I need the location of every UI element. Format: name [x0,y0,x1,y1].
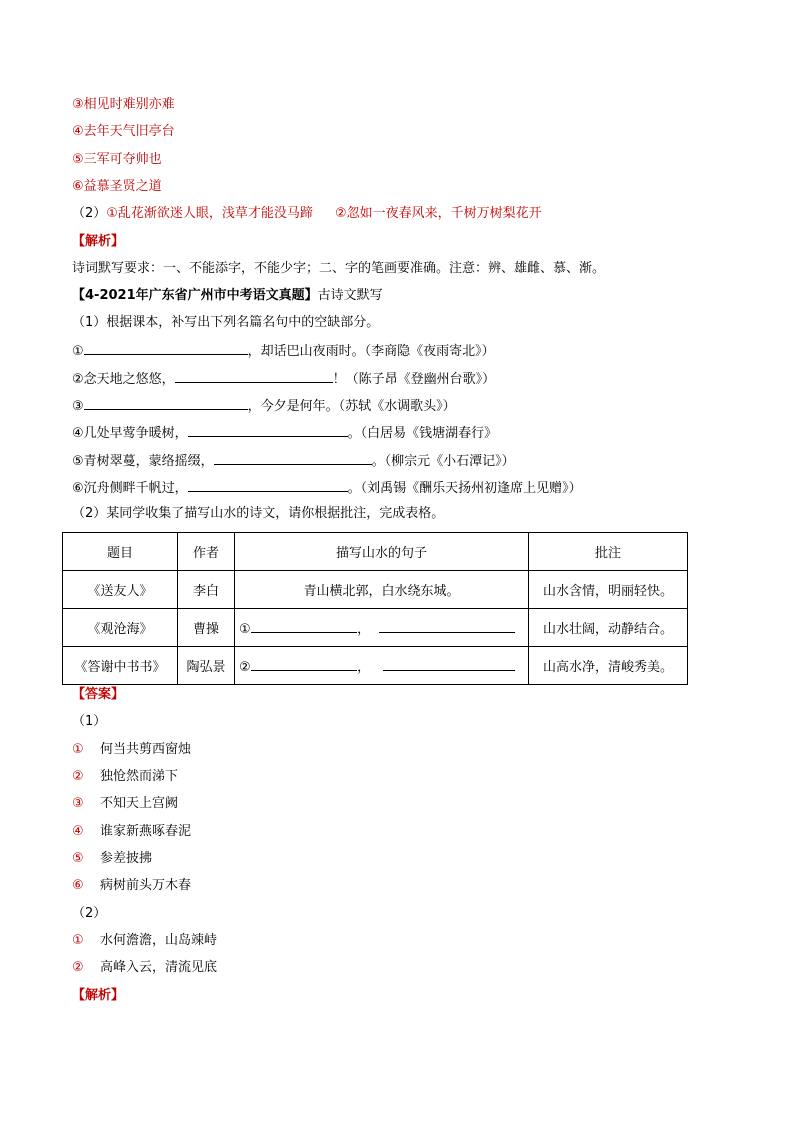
table-blank-2b[interactable] [383,657,515,671]
table-cell-line: 青山横北郭，白水绕东城。 [235,571,529,609]
answer-text: 参差披拂 [100,851,153,866]
table-cell-line-blanks [235,647,529,685]
fill-item-1-post: ，却话巴山夜雨时。（李商隐《夜雨寄北》） [247,344,495,359]
poem-table [62,532,688,685]
answer-label: 【答案】 [72,687,125,702]
q2-answer-line [72,205,542,223]
fill-item-5-pre: ⑤青树翠蔓，蒙络摇缀， [72,454,214,469]
fill-item-4-post: 。（白居易《钱塘湖春行》 [347,426,498,441]
table-row [63,609,688,647]
table-row [63,647,688,685]
table-cell-author: 陶弘景 [178,647,235,685]
analysis-text: 诗词默写要求：一、不能添字，不能少字；二、字的笔画要准确。注意：辨、雄雌、慕、渐。 [72,261,606,276]
answer-text: 病树前头万木春 [100,878,192,893]
answer-num: ⑥ [72,878,84,893]
fill-item-2-post: ！（陈子昂《登幽州台歌》） [332,372,496,387]
answer-num: ⑤ [72,851,84,866]
part1-instruction: （1）根据课本，补写出下列名篇名句中的空缺部分。 [72,315,380,330]
answer-part2-label: （2） [72,906,107,921]
fill-blank-1[interactable] [84,341,248,355]
table-cell-note: 山水壮阔，动静结合。 [529,609,688,647]
answer-text: 不知天上宫阙 [100,796,179,811]
answer-text: 独怆然而涕下 [100,769,179,784]
answer-num: ① [72,742,84,757]
table-header-row [63,533,688,571]
q2-answer-label: （2） [72,206,107,221]
q2-answer-part2: ②忽如一夜春风来，千树万树梨花开 [334,206,542,221]
answer-item [72,768,178,786]
answer-num: ① [72,933,84,948]
analysis-label-1: 【解析】 [72,234,125,249]
answer-item [72,795,178,813]
table-blank-1b[interactable] [379,619,515,633]
prev-answer-4: ④去年天气旧亭台 [72,124,175,139]
table-header-note: 批注 [529,533,688,571]
fill-blank-6[interactable] [188,478,348,492]
fill-item-2-pre: ②念天地之悠悠， [72,372,175,387]
answer-text: 高峰入云，清流见底 [100,960,218,975]
analysis-label-2: 【解析】 [72,988,125,1003]
fill-blank-2[interactable] [175,369,333,383]
table-blank-comma: ， [357,660,371,675]
table-row [63,571,688,609]
table-cell-note: 山水含情，明丽轻快。 [529,571,688,609]
answer-num: ④ [72,824,84,839]
table-blank-num: ② [239,660,251,675]
table-cell-title: 《答谢中书书》 [63,647,178,685]
fill-item-1-pre: ① [72,344,84,359]
question-heading [72,287,383,305]
part2-instruction: （2）某同学收集了描写山水的诗文，请你根据批注，完成表格。 [72,506,445,521]
fill-item-5 [72,451,515,471]
fill-item-4 [72,423,497,443]
question-heading-rest: 古诗文默写 [317,288,383,303]
table-header-line: 描写山水的句子 [235,533,529,571]
fill-item-6 [72,478,582,498]
answer-num: ③ [72,796,84,811]
fill-item-2 [72,369,495,389]
fill-blank-4[interactable] [188,423,348,437]
table-cell-author: 李白 [178,571,235,609]
table-header-title: 题目 [63,533,178,571]
fill-item-3 [72,396,456,416]
question-heading-bold: 【4-2021年广东省广州市中考语文真题】 [72,288,318,303]
fill-blank-5[interactable] [214,451,372,465]
fill-item-1 [72,341,495,361]
fill-item-3-post: ，今夕是何年。（苏轼《水调歌头》） [247,399,456,414]
fill-item-6-pre: ⑥沉舟侧畔千帆过， [72,481,188,496]
answer-text: 水何澹澹，山岛竦峙 [100,933,218,948]
prev-answer-6: ⑥益慕圣贤之道 [72,179,162,194]
q2-answer-part1: ①乱花渐欲迷人眼，浅草才能没马蹄 [106,206,313,221]
table-cell-title: 《观沧海》 [63,609,178,647]
answer-text: 谁家新燕啄春泥 [100,824,192,839]
answer-num: ② [72,960,84,975]
prev-answer-3: ③相见时难别亦难 [72,97,175,112]
answer-part1-label: （1） [72,714,107,729]
fill-item-5-post: 。（柳宗元《小石潭记》） [371,454,515,469]
answer-item [72,932,217,950]
answer-text: 何当共剪西窗烛 [100,742,192,757]
fill-item-3-pre: ③ [72,399,84,414]
table-cell-note: 山高水净，清峻秀美。 [529,647,688,685]
table-header-author: 作者 [178,533,235,571]
fill-item-4-pre: ④几处早莺争暖树， [72,426,188,441]
answer-num: ② [72,769,84,784]
table-blank-1a[interactable] [251,619,357,633]
table-blank-num: ① [239,622,251,637]
table-blank-comma: ， [357,622,371,637]
table-cell-line-blanks [235,609,529,647]
table-cell-author: 曹操 [178,609,235,647]
table-blank-2a[interactable] [251,657,357,671]
fill-blank-3[interactable] [84,396,248,410]
prev-answer-5: ⑤三军可夺帅也 [72,152,162,167]
fill-item-6-post: 。（刘禹锡《酬乐天扬州初逢席上见赠》） [347,481,582,496]
answer-item [72,741,191,759]
answer-item [72,877,191,895]
answer-item [72,959,217,977]
answer-item [72,850,152,868]
table-cell-title: 《送友人》 [63,571,178,609]
answer-item [72,823,191,841]
